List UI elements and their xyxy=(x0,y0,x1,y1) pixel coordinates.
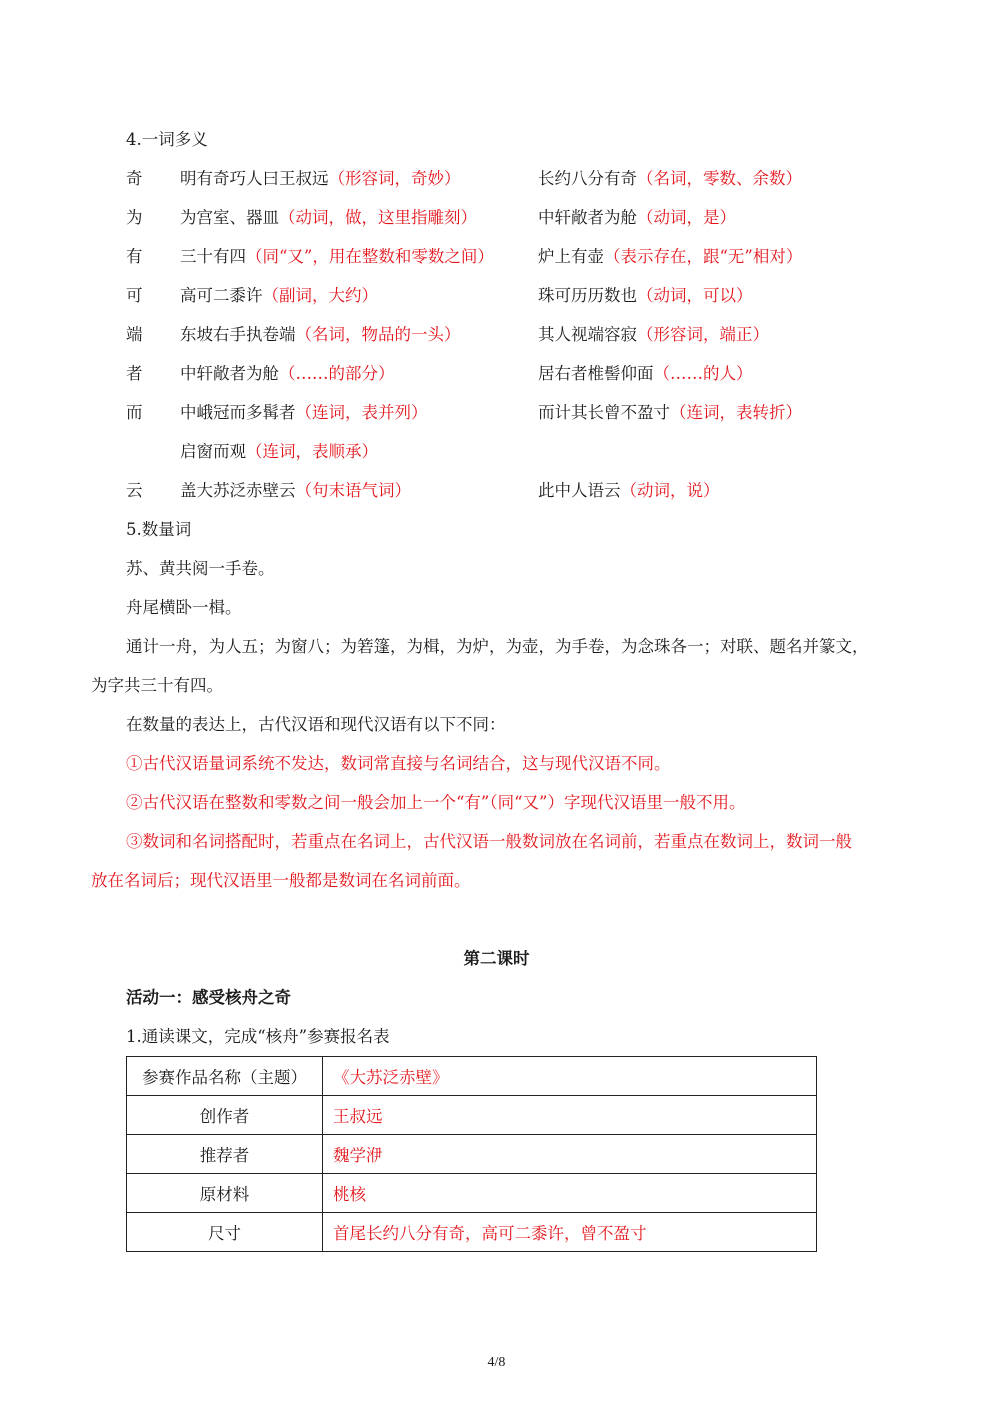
table-row xyxy=(127,1174,817,1213)
table-row xyxy=(127,1096,817,1135)
example-text: 启窗而观 xyxy=(180,442,246,461)
example-note: （……的部分） xyxy=(279,364,395,383)
difference-point-1: ①古代汉语量词系统不发达，数词常直接与名词结合，这与现代汉语不同。 xyxy=(126,754,671,773)
example-text: 其人视端容寂 xyxy=(538,325,637,344)
example-text: 盖大苏泛赤壁云 xyxy=(180,481,296,500)
table-row xyxy=(127,1213,817,1252)
example-text: 明有奇巧人曰王叔远 xyxy=(180,169,329,188)
lesson-title: 第二课时 xyxy=(463,949,530,968)
table-row xyxy=(127,1135,817,1174)
example-note: （动词，做，这里指雕刻） xyxy=(279,208,477,227)
table-value: 《大苏泛赤壁》 xyxy=(323,1057,817,1096)
example-text: 中轩敞者为舱 xyxy=(180,364,279,383)
registration-table xyxy=(126,1056,817,1252)
example-note: （连词，表并列） xyxy=(295,403,428,422)
table-row xyxy=(127,1057,817,1096)
numeral-intro: 在数量的表达上，古代汉语和现代汉语有以下不同： xyxy=(126,715,506,734)
table-key: 尺寸 xyxy=(127,1213,323,1252)
example-text: 东坡右手执卷端 xyxy=(180,325,296,344)
example-text: 珠可历历数也 xyxy=(538,286,637,305)
polysemy-char: 有 xyxy=(126,247,143,266)
example-text: 中轩敞者为舱 xyxy=(538,208,637,227)
example-note: （动词，可以） xyxy=(637,286,753,305)
table-value: 首尾长约八分有奇，高可二黍许，曾不盈寸 xyxy=(323,1213,817,1252)
table-key: 原材料 xyxy=(127,1174,323,1213)
table-key: 参赛作品名称（主题） xyxy=(127,1057,323,1096)
polysemy-char: 者 xyxy=(126,364,143,383)
polysemy-char: 为 xyxy=(126,208,143,227)
example-note: （动词，说） xyxy=(620,481,720,500)
numeral-example-3-cont: 为字共三十有四。 xyxy=(91,676,223,695)
table-value: 王叔远 xyxy=(323,1096,817,1135)
example-note: （形容词，奇妙） xyxy=(328,169,461,188)
page-number: 4/8 xyxy=(487,1355,506,1370)
example-note: （名词，零数、余数） xyxy=(637,169,802,188)
example-note: （……的人） xyxy=(653,364,753,383)
section-heading-numerals: 5.数量词 xyxy=(126,520,192,539)
example-text: 为宫室、器皿 xyxy=(180,208,279,227)
example-note: （句末语气词） xyxy=(295,481,411,500)
example-text: 炉上有壶 xyxy=(538,247,604,266)
table-value: 魏学洢 xyxy=(323,1135,817,1174)
task-instruction: 1.通读课文，完成“核舟”参赛报名表 xyxy=(126,1027,390,1046)
example-text: 长约八分有奇 xyxy=(538,169,637,188)
example-text: 居右者椎髻仰面 xyxy=(538,364,654,383)
activity-heading: 活动一：感受核舟之奇 xyxy=(126,988,291,1007)
numeral-example-3: 通计一舟，为人五；为窗八；为箬篷，为楫，为炉，为壶，为手卷，为念珠各一；对联、题名并篆文， xyxy=(126,637,869,656)
example-note: （同“又”，用在整数和零数之间） xyxy=(246,247,494,266)
polysemy-char: 端 xyxy=(126,325,143,344)
example-text: 高可二黍许 xyxy=(180,286,263,305)
example-note: （连词，表顺承） xyxy=(246,442,378,461)
example-note: （副词，大约） xyxy=(262,286,378,305)
polysemy-char: 可 xyxy=(126,286,143,305)
example-text: 中峨冠而多髯者 xyxy=(180,403,296,422)
difference-point-3: ③数词和名词搭配时，若重点在名词上，古代汉语一般数词放在名词前，若重点在数词上，数词一般 xyxy=(126,832,852,851)
example-text: 而计其长曾不盈寸 xyxy=(538,403,670,422)
example-note: （表示存在，跟“无”相对） xyxy=(604,247,803,266)
difference-point-3-cont: 放在名词后；现代汉语里一般都是数词在名词前面。 xyxy=(91,871,471,890)
table-key: 创作者 xyxy=(127,1096,323,1135)
polysemy-char: 奇 xyxy=(126,169,143,188)
example-note: （形容词，端正） xyxy=(637,325,769,344)
example-text: 三十有四 xyxy=(180,247,246,266)
table-value: 桃核 xyxy=(323,1174,817,1213)
example-note: （动词，是） xyxy=(637,208,736,227)
polysemy-char: 而 xyxy=(126,403,143,422)
example-note: （连词，表转折） xyxy=(670,403,802,422)
example-text: 此中人语云 xyxy=(538,481,621,500)
example-note: （名词，物品的一头） xyxy=(295,325,461,344)
section-heading-polysemy: 4.一词多义 xyxy=(126,130,208,149)
numeral-example-2: 舟尾横卧一楫。 xyxy=(126,598,242,617)
polysemy-char: 云 xyxy=(126,481,143,500)
table-key: 推荐者 xyxy=(127,1135,323,1174)
difference-point-2: ②古代汉语在整数和零数之间一般会加上一个“有”（同“又”）字现代汉语里一般不用。 xyxy=(126,793,746,812)
numeral-example-1: 苏、黄共阅一手卷。 xyxy=(126,559,275,578)
